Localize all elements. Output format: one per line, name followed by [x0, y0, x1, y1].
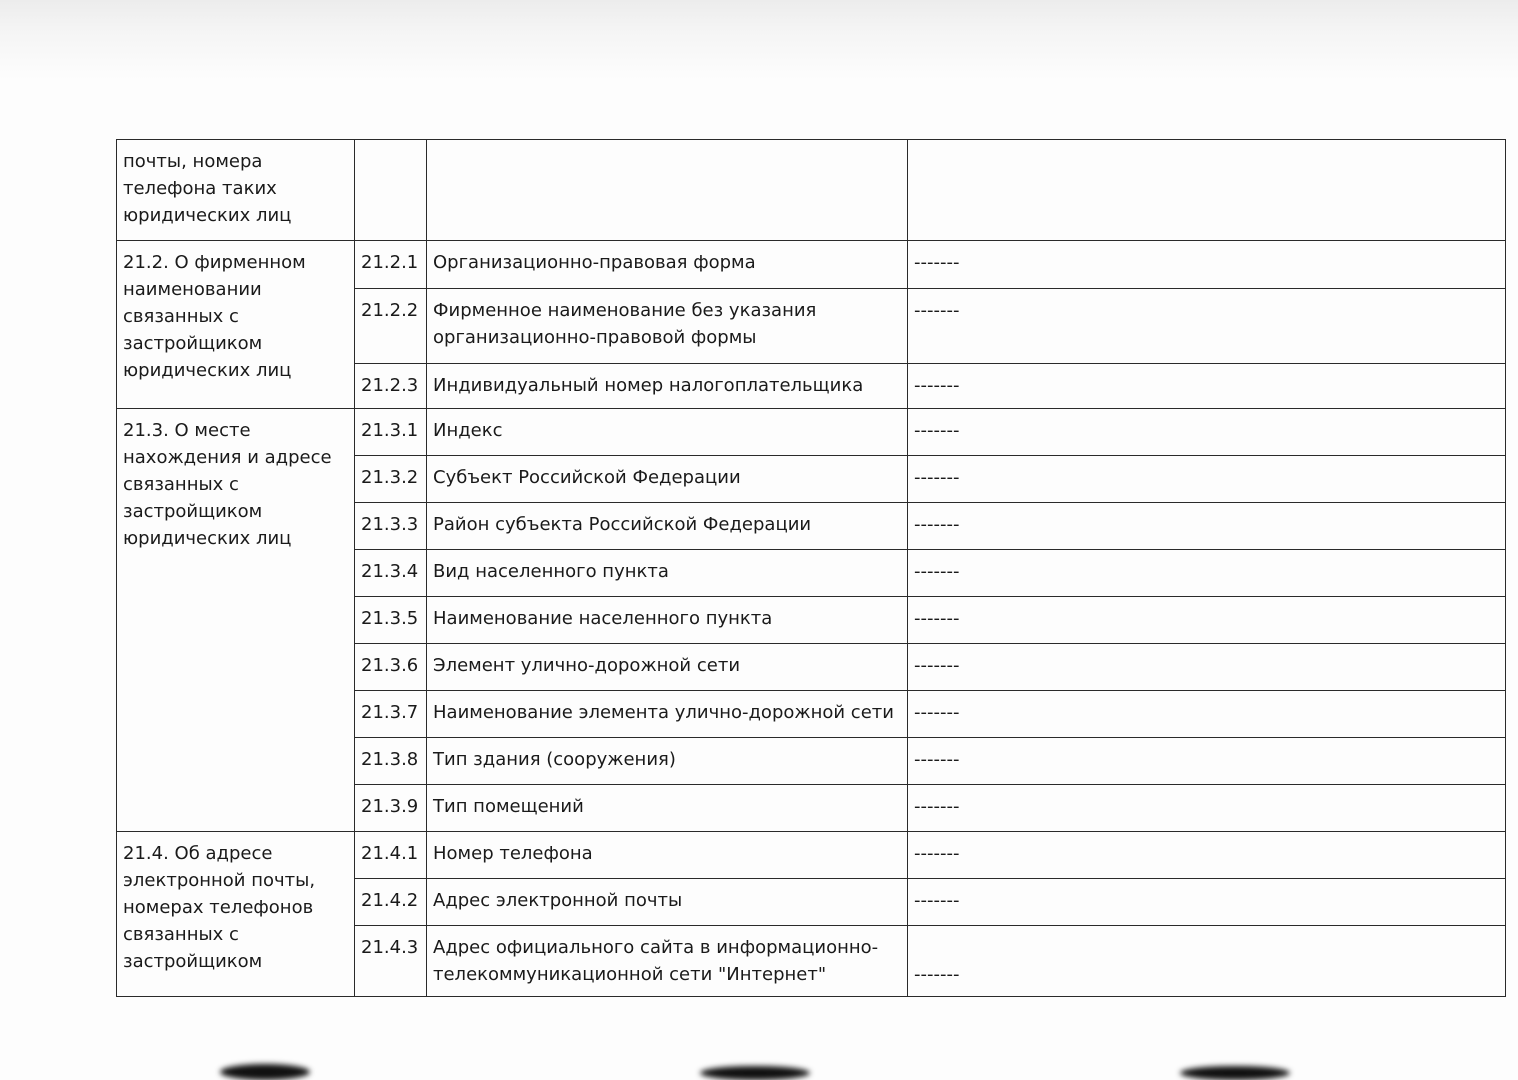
name-cell: Номер телефона	[427, 832, 908, 879]
value-cell: -------	[908, 597, 1506, 644]
table-row	[117, 140, 1506, 241]
value-cell: -------	[908, 644, 1506, 691]
table-row	[117, 241, 1506, 289]
name-cell: Адрес электронной почты	[427, 879, 908, 926]
value-cell: -------	[908, 409, 1506, 456]
scan-smudges-bottom	[0, 1040, 1518, 1080]
name-cell: Наименование элемента улично-дорожной сети	[427, 691, 908, 738]
value-cell: -------	[908, 691, 1506, 738]
name-cell: Тип здания (сооружения)	[427, 738, 908, 785]
name-cell: Субъект Российской Федерации	[427, 456, 908, 503]
value-cell: -------	[908, 364, 1506, 409]
section-cell: 21.2. О фирменном наименовании связанных с застройщиком юридических лиц	[117, 241, 355, 409]
code-cell: 21.3.9	[355, 785, 427, 832]
table-row	[117, 409, 1506, 456]
value-cell: -------	[908, 289, 1506, 364]
section-cell: почты, номера телефона таких юридических лиц	[117, 140, 355, 241]
table-row	[117, 832, 1506, 879]
name-cell	[427, 140, 908, 241]
name-cell: Тип помещений	[427, 785, 908, 832]
code-cell: 21.2.3	[355, 364, 427, 409]
name-cell: Адрес официального сайта в информационно-телекоммуникационной сети "Интернет"	[427, 926, 908, 997]
name-cell: Организационно-правовая форма	[427, 241, 908, 289]
value-cell: -------	[908, 832, 1506, 879]
value-cell: -------	[908, 879, 1506, 926]
value-cell: -------	[908, 785, 1506, 832]
name-cell: Наименование населенного пункта	[427, 597, 908, 644]
code-cell: 21.3.3	[355, 503, 427, 550]
code-cell: 21.3.8	[355, 738, 427, 785]
value-cell: -------	[908, 738, 1506, 785]
scan-shadow-top	[0, 0, 1518, 80]
name-cell: Вид населенного пункта	[427, 550, 908, 597]
value-cell: -------	[908, 241, 1506, 289]
section-cell: 21.3. О месте нахождения и адресе связанных с застройщиком юридических лиц	[117, 409, 355, 832]
code-cell: 21.3.7	[355, 691, 427, 738]
value-cell: -------	[908, 550, 1506, 597]
name-cell: Фирменное наименование без указания организационно-правовой формы	[427, 289, 908, 364]
disclosure-table	[116, 139, 1506, 997]
value-cell: -------	[908, 456, 1506, 503]
code-cell: 21.3.1	[355, 409, 427, 456]
code-cell: 21.3.5	[355, 597, 427, 644]
name-cell: Индивидуальный номер налогоплательщика	[427, 364, 908, 409]
name-cell: Район субъекта Российской Федерации	[427, 503, 908, 550]
code-cell: 21.2.2	[355, 289, 427, 364]
code-cell: 21.3.6	[355, 644, 427, 691]
code-cell	[355, 140, 427, 241]
code-cell: 21.4.1	[355, 832, 427, 879]
value-cell	[908, 140, 1506, 241]
code-cell: 21.4.3	[355, 926, 427, 997]
value-cell: -------	[908, 926, 1506, 997]
name-cell: Элемент улично-дорожной сети	[427, 644, 908, 691]
name-cell: Индекс	[427, 409, 908, 456]
code-cell: 21.3.4	[355, 550, 427, 597]
value-cell: -------	[908, 503, 1506, 550]
section-cell: 21.4. Об адресе электронной почты, номерах телефонов связанных с застройщиком	[117, 832, 355, 997]
code-cell: 21.3.2	[355, 456, 427, 503]
code-cell: 21.2.1	[355, 241, 427, 289]
code-cell: 21.4.2	[355, 879, 427, 926]
